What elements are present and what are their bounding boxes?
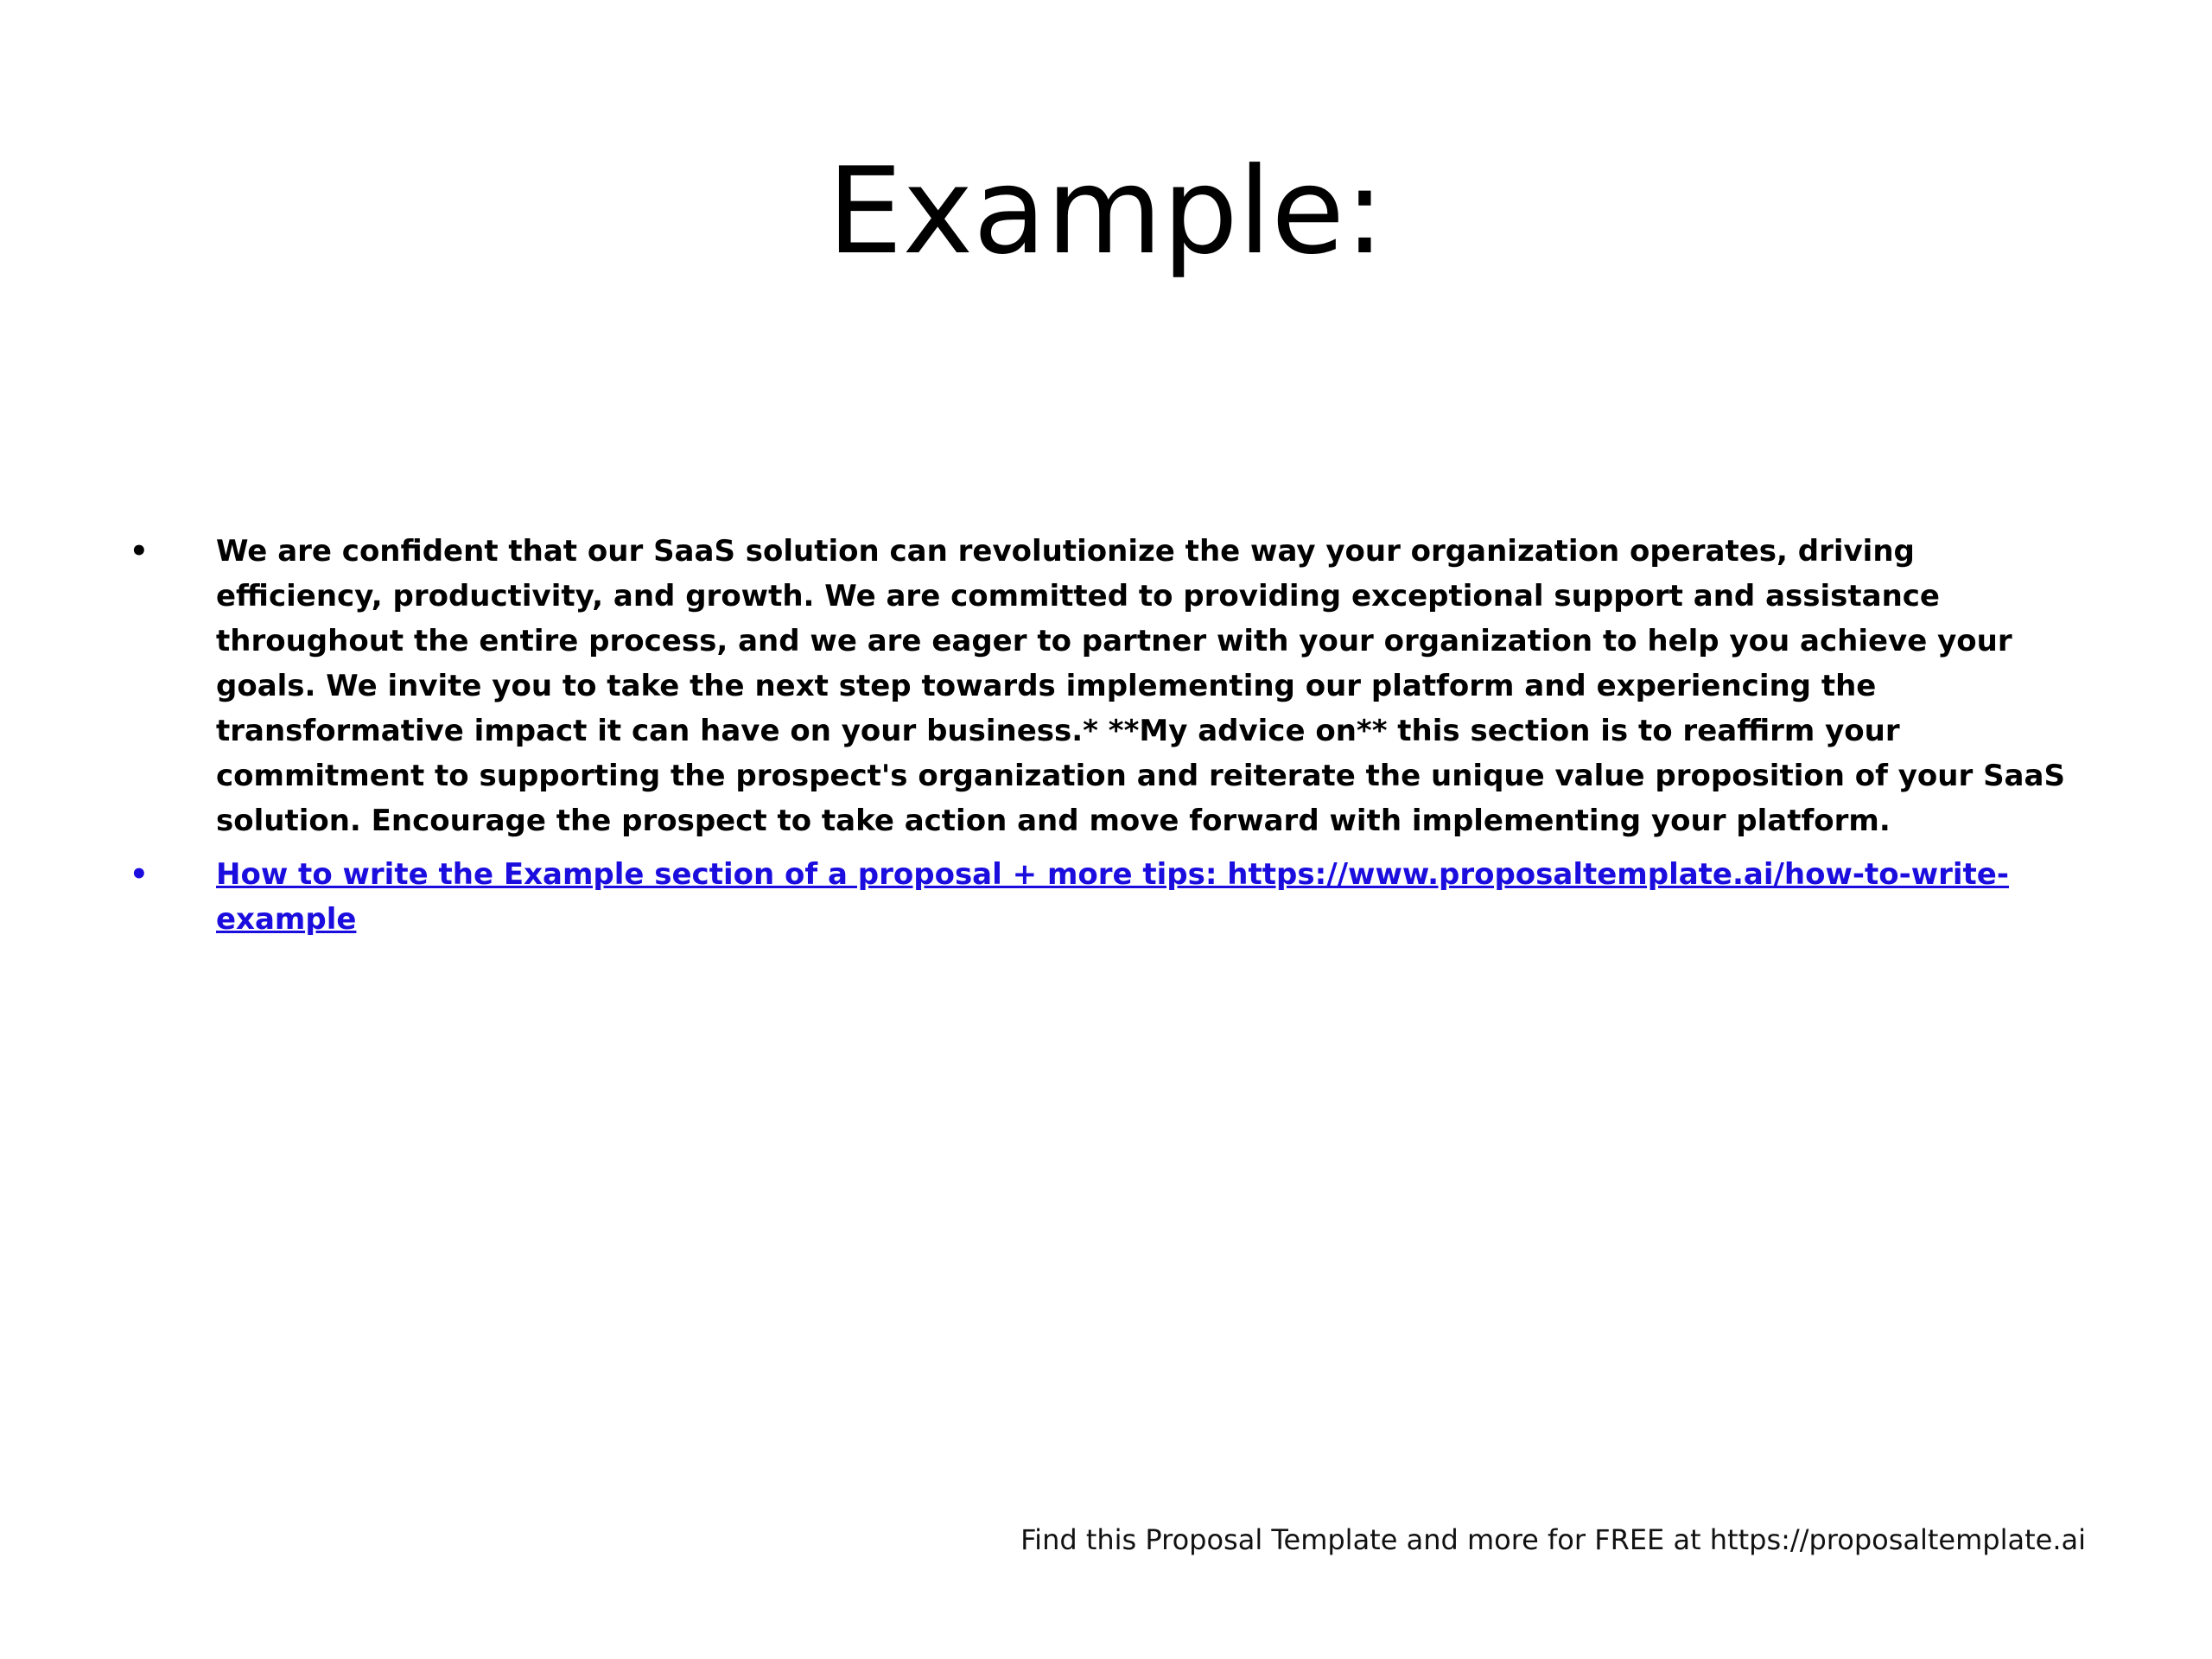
bullet-body-text: We are confident that our SaaS solution can revolutionize the way your organization operates, driving efficiency, productivity, and growth. We are committed to providing exceptional support and assistance throughout the entire process, and we are eager to partner with your organization to help you achieve your goals. We invite you to take the next step towards implementing our platform and experiencing the transformative impact it can have on your business.* **My advice on** this section is to reaffirm your commitment to supporting the prospect's organization and reiterate the unique value proposition of your SaaS solution. Encourage the prospect to take action and move forward with implementing your platform. <box>216 534 2065 838</box>
how-to-write-link[interactable]: How to write the Example section of a proposal + more tips: https://www.proposaltemplate.ai/how-to-write-example <box>216 857 2009 937</box>
slide-title: Example: <box>827 142 1385 281</box>
bullet-list <box>130 529 2091 950</box>
bullet-item-link <box>130 852 2091 942</box>
bullet-marker-link: • <box>130 857 149 892</box>
footer-text: Find this Proposal Template and more for FREE at https://proposaltemplate.ai <box>1020 1523 2086 1556</box>
bullet-item-body <box>130 529 2091 843</box>
bullet-marker: • <box>130 534 149 569</box>
